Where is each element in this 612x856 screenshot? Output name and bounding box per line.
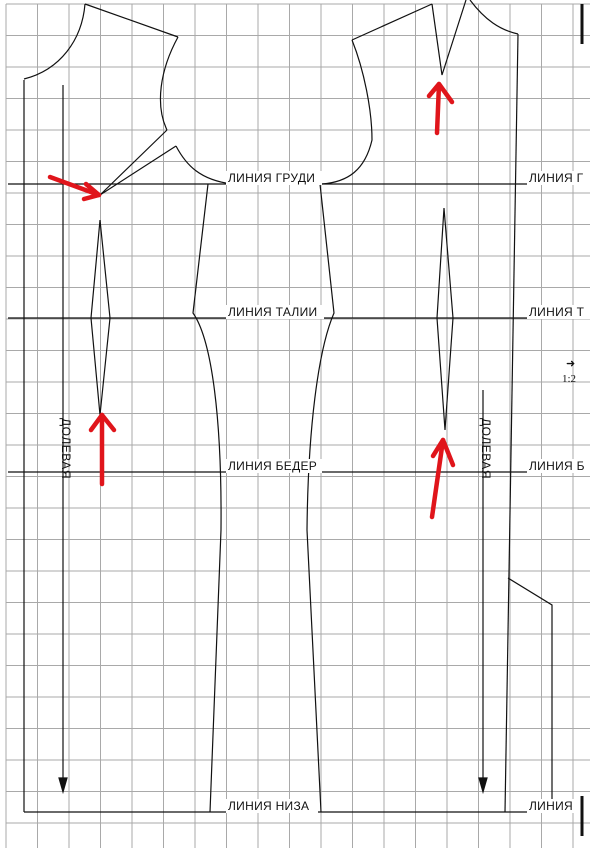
front-piece (307, 0, 552, 812)
red-arrow-front-shoulder-dart (429, 84, 452, 133)
hem-line-label: ЛИНИЯ НИЗА (228, 799, 310, 813)
hem-slit (508, 578, 552, 812)
hip-line-label-right: ЛИНИЯ Б (529, 459, 585, 473)
front-shoulder (352, 4, 432, 40)
scale-label: 1:2 (562, 373, 577, 385)
red-arrow-front-dart (432, 440, 453, 517)
grainlines (59, 85, 487, 792)
back-side-seam (193, 184, 221, 812)
front-center-line (505, 34, 518, 812)
red-arrow-back-dart (91, 415, 114, 484)
grainline-right-label: ДОЛЕВАЯ (479, 418, 493, 479)
front-shoulder-dart (432, 0, 466, 75)
grainline-left-arrowhead (59, 778, 67, 792)
bust-line-label: ЛИНИЯ ГРУДИ (228, 171, 316, 185)
back-neckline (24, 4, 85, 79)
back-piece (24, 4, 232, 812)
hip-line-label: ЛИНИЯ БЕДЕР (228, 459, 318, 473)
shoulder-dart (100, 130, 176, 195)
bust-line-label-right: ЛИНИЯ Г (529, 171, 584, 185)
front-neckline (470, 0, 518, 34)
scale-arrow-icon: ➜ (566, 358, 576, 370)
annotation-arrows (50, 84, 453, 517)
back-armhole-lower (176, 146, 232, 184)
grainline-right-arrowhead (479, 778, 487, 792)
waist-line-label-right: ЛИНИЯ Т (529, 305, 585, 319)
front-armhole (322, 40, 372, 184)
red-arrow-shoulder-dart (50, 177, 99, 199)
hem-line-label-right: ЛИНИЯ (529, 799, 573, 813)
line-labels (59, 171, 591, 813)
waist-line-label: ЛИНИЯ ТАЛИИ (228, 305, 318, 319)
grainline-left-label: ДОЛЕВАЯ (59, 418, 73, 479)
